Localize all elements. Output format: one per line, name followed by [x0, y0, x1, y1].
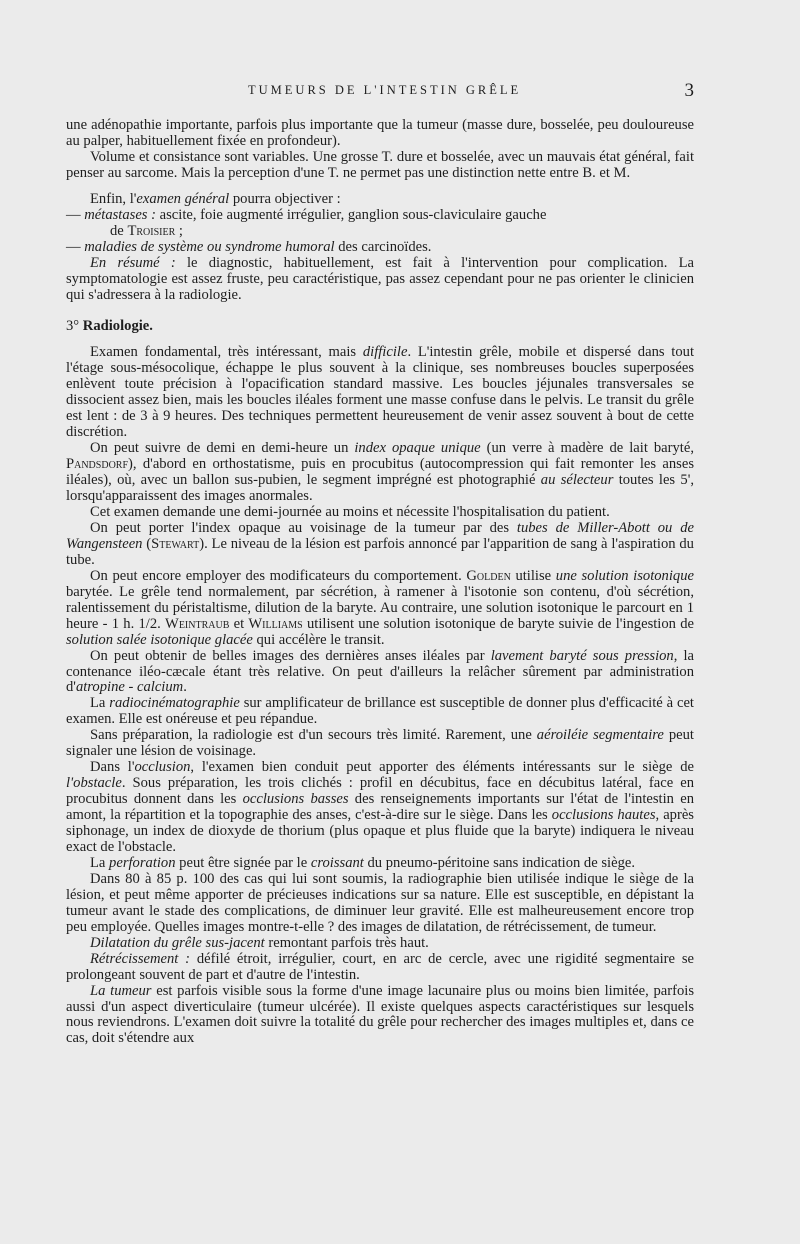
running-title: TUMEURS DE L'INTESTIN GRÊLE — [248, 83, 522, 97]
list-item: — maladies de système ou syndrome humoral des carcinoïdes. — [66, 238, 432, 255]
paragraph: On peut obtenir de belles images des dernières anses iléales par lavement baryté sous pression, la contenance iléo-cæcale étant très relative. On peut d'ailleurs la relâcher sûrement par administration d'atropine - calcium. — [66, 647, 694, 696]
paragraph: Volume et consistance sont variables. Une grosse T. dure et bosselée, avec un mauvais état général, fait penser au sarcome. Mais la perception d'une T. ne permet pas une distinction nette entre B. et M. — [66, 148, 694, 181]
paragraph: Enfin, l'examen général pourra objectiver : — [90, 190, 341, 207]
page-number: 3 — [684, 80, 694, 101]
paragraph: On peut encore employer des modificateurs du comportement. Golden utilise une solution isotonique barytée. Le grêle tend normalement, par sécrétion, à ramener à l'isotonie son contenu, d'où sécrétion, ralentissement du péristaltisme, dilution de la baryte. Au contraire, une solution isotonique le parcourt en 1 heure - 1 h. 1/2. Weintraub et Williams utilisent une solution isotonique de baryte suivie de l'ingestion de solution salée isotonique glacée qui accélère le transit. — [66, 567, 694, 648]
paragraph: La perforation peut être signée par le croissant du pneumo-péritoine sans indication de siège. — [90, 854, 635, 871]
list-item-continuation: de Troisier ; — [110, 222, 183, 239]
paragraph: Dilatation du grêle sus-jacent remontant parfois très haut. — [90, 934, 429, 951]
paragraph: Sans préparation, la radiologie est d'un secours très limité. Rarement, une aéroiléie segmentaire peut signaler une lésion de voisinage. — [66, 727, 694, 760]
paragraph: En résumé : le diagnostic, habituellement, est fait à l'intervention pour complication. La symptomatologie est assez fruste, peu caractéristique, pas assez cependant pour ne pas orienter le clinicien qui s'adressera à la radiologie. — [66, 254, 694, 303]
paragraph: Examen fondamental, très intéressant, mais difficile. L'intestin grêle, mobile et dispersé dans tout l'étage sous-mésocolique, échappe le plus souvent à la clinique, ses nombreuses boucles superposées enlèvent toute précision à l'opacification standard massive. Les boucles jéjunales transversales se dissocient assez bien, mais les boucles iléales forment une masse confuse dans le pelvis. Le transit du grêle est lent : de 3 à 9 heures. Des techniques permettent heureusement de venir assez souvent à bout de cette discrétion. — [66, 344, 694, 441]
page-header — [0, 80, 800, 106]
paragraph: une adénopathie importante, parfois plus importante que la tumeur (masse dure, bosselée, peu douloureuse au palper, habituellement fixée en profondeur). — [66, 117, 694, 149]
list-item: — métastases : ascite, foie augmenté irrégulier, ganglion sous-claviculaire gauche — [66, 206, 547, 223]
paragraph: Rétrécissement : défilé étroit, irrégulier, court, en arc de cercle, avec une rigidité segmentaire se prolongeant souvent de part et d'autre de l'intestin. — [66, 950, 694, 983]
paragraph: On peut suivre de demi en demi-heure un index opaque unique (un verre à madère de lait baryté, Pandsdorf), d'abord en orthostatisme, puis en procubitus (autocompression qui fait remonter les anses iléales), où, avec un ballon sus-pubien, le segment imprégné est photographié au sélecteur toutes les 5', lorsqu'apparaissent des images anormales. — [66, 440, 694, 505]
section-heading: 3° Radiologie. — [66, 318, 153, 335]
paragraph: La radiocinématographie sur amplificateur de brillance est susceptible de donner plus d'efficacité à cet examen. Elle est onéreuse et peu répandue. — [66, 695, 694, 728]
body-text — [66, 118, 694, 1047]
paragraph: Dans l'occlusion, l'examen bien conduit peut apporter des éléments intéressants sur le siège de l'obstacle. Sous préparation, les trois clichés : profil en décubitus, face en décubitus latéral, face en procubitus donnent dans les occlusions basses des renseignements importants sur l'état de l'intestin en amont, la répartition et la topographie des anses, c'est-à-dire sur le siège. Dans les occlusions hautes, après siphonage, un index de dioxyde de thorium (plus opaque et plus fluide que la baryte) indiquera le niveau exact de l'obstacle. — [66, 759, 694, 855]
paragraph: Dans 80 à 85 p. 100 des cas qui lui sont soumis, la radiographie bien utilisée indique le siège de la lésion, et peut même apporter de précieuses indications sur sa nature. Elle est susceptible, en dépistant la tumeur avant le stade des complications, de diminuer leur gravité. Elle est malheureusement encore trop peu employée. Quelles images montre-t-elle ? des images de dilatation, de rétrécissement, de tumeur. — [66, 870, 694, 935]
paragraph: On peut porter l'index opaque au voisinage de la tumeur par des tubes de Miller-Abott ou de Wangensteen (Stewart). Le niveau de la lésion est parfois annoncé par l'apparition de sang à l'aspiration du tube. — [66, 519, 694, 568]
paragraph: Cet examen demande une demi-journée au moins et nécessite l'hospitalisation du patient. — [90, 503, 610, 520]
paragraph: La tumeur est parfois visible sous la forme d'une image lacunaire plus ou moins bien limitée, parfois aussi d'un aspect diverticulaire (tumeur ulcérée). Il existe quelques aspects caractéristiques sur lesquels nous reviendrons. L'examen doit suivre la totalité du grêle pour rechercher des images multiples et, dans ce cas, doit s'étendre aux — [66, 982, 695, 1047]
